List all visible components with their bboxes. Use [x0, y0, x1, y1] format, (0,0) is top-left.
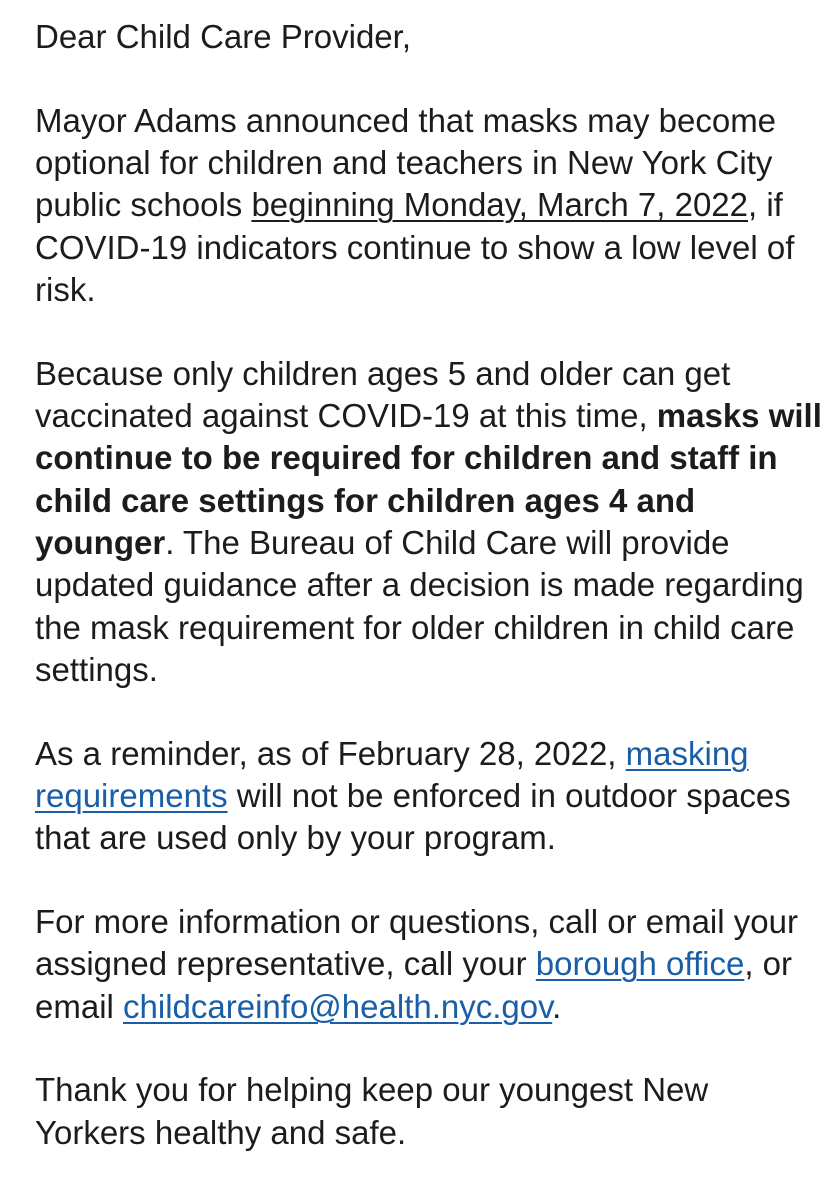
announcement-condition: , if COVID-19 indicators continue to show a low level of risk. [35, 186, 795, 308]
greeting: Dear Child Care Provider, [35, 18, 411, 55]
announcement-date: beginning Monday, March 7, 2022 [251, 186, 748, 224]
email-link[interactable]: childcareinfo@health.nyc.gov [123, 987, 553, 1025]
contact-end-punct: . [552, 987, 562, 1025]
paragraph-announcement [35, 100, 825, 311]
paragraph-mask-requirement [35, 353, 825, 691]
contact-text: For more information or questions, call or email your assigned representative, call your [35, 903, 798, 983]
closing: Thank you for helping keep our youngest New Yorkers healthy and safe. [35, 1071, 709, 1151]
paragraph-contact [35, 901, 825, 1028]
contact-middle-text: , or email [35, 945, 793, 1025]
reminder-text: As a reminder, as of February 28, 2022, [35, 734, 626, 772]
announcement-text: Mayor Adams announced that masks may become optional for children and teachers in New York City public schools [35, 101, 777, 224]
masking-requirements-link[interactable]: masking requirements [35, 734, 749, 814]
letter-body [35, 16, 825, 1196]
borough-office-link[interactable]: borough office [535, 945, 745, 983]
vaccination-text: Because only children ages 5 and older can get vaccinated against COVID-19 at this time, [35, 354, 731, 435]
bureau-guidance-text: . The Bureau of Child Care will provide updated guidance after a decision is made regarding the mask requirement for older children in child care settings. [35, 523, 804, 688]
outdoor-spaces-text: will not be enforced in outdoor spaces that are used only by your program. [35, 776, 791, 857]
paragraph-reminder [35, 733, 825, 860]
mask-requirement-bold: masks will continue to be required for children and staff in child care settings for children ages 4 and younger [35, 397, 822, 561]
